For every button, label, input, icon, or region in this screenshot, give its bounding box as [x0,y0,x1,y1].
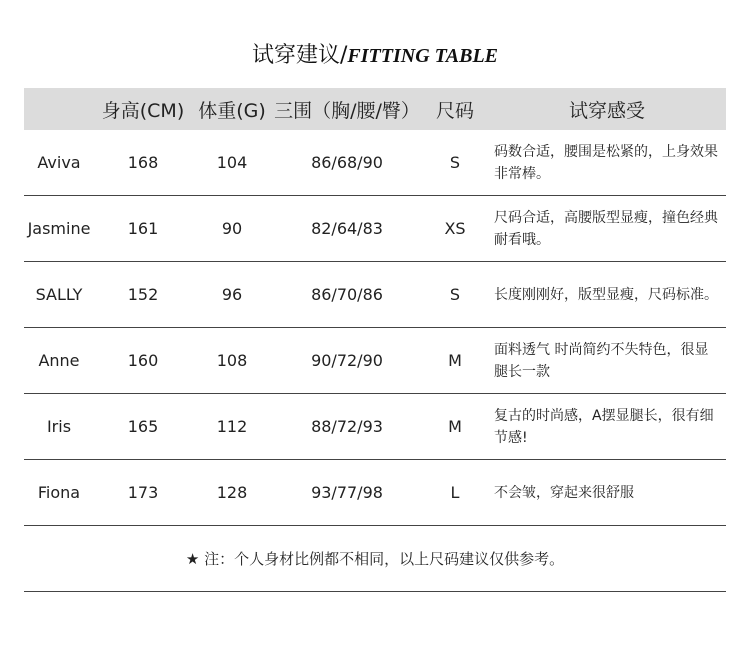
footnote: ★ 注：个人身材比例都不相同，以上尺码建议仅供参考。 [24,526,726,592]
header-feedback: 试穿感受 [568,99,645,122]
table-row [24,262,726,328]
page-title [0,38,750,69]
table-row [24,328,726,394]
title-cn: 试穿建议/ [252,43,348,68]
cell-measurements: 86/70/86 [311,285,383,304]
cell-height: 168 [127,153,159,172]
cell-name: SALLY [35,285,83,304]
table-row [24,130,726,196]
cell-size: L [450,483,460,502]
cell-size: XS [444,219,466,238]
cell-weight: 104 [216,153,248,172]
cell-name: Iris [46,417,72,436]
table-row [24,394,726,460]
cell-size: S [449,153,461,172]
cell-measurements: 90/72/90 [311,351,383,370]
cell-name: Anne [38,351,80,370]
cell-feedback: 长度刚刚好，版型显瘦，尺码标准。 [494,286,718,303]
cell-name: Fiona [37,483,81,502]
cell-size: S [449,285,461,304]
title-en: FITTING TABLE [347,45,498,67]
cell-weight: 90 [221,219,243,238]
table-header [24,88,726,130]
table-row [24,196,726,262]
cell-height: 165 [127,417,159,436]
cell-measurements: 93/77/98 [311,483,383,502]
cell-feedback: 不会皱，穿起来很舒服 [494,484,634,501]
cell-height: 152 [127,285,159,304]
cell-size: M [448,351,462,370]
cell-weight: 128 [216,483,248,502]
cell-weight: 108 [216,351,248,370]
cell-feedback: 码数合适，腰围是松紧的，上身效果非常棒。 [494,143,718,182]
cell-measurements: 82/64/83 [311,219,383,238]
header-weight: 体重(G) [198,99,266,122]
cell-measurements: 88/72/93 [311,417,383,436]
fitting-table [24,88,726,592]
cell-feedback: 尺码合适，高腰版型显瘦，撞色经典耐看哦。 [494,209,718,248]
cell-name: Jasmine [27,219,91,238]
cell-height: 161 [127,219,159,238]
cell-weight: 96 [221,285,243,304]
cell-measurements: 86/68/90 [311,153,383,172]
header-measurements: 三围（胸/腰/臀） [274,99,420,122]
cell-weight: 112 [216,417,248,436]
cell-feedback: 面料透气 时尚简约不失特色，很显腿长一款 [494,341,709,380]
cell-height: 173 [127,483,159,502]
header-size: 尺码 [435,99,474,122]
table-row [24,460,726,526]
cell-height: 160 [127,351,159,370]
cell-name: Aviva [37,153,81,172]
cell-feedback: 复古的时尚感，A摆显腿长，很有细节感! [494,407,714,446]
cell-size: M [448,417,462,436]
header-height: 身高(CM) [101,99,185,122]
